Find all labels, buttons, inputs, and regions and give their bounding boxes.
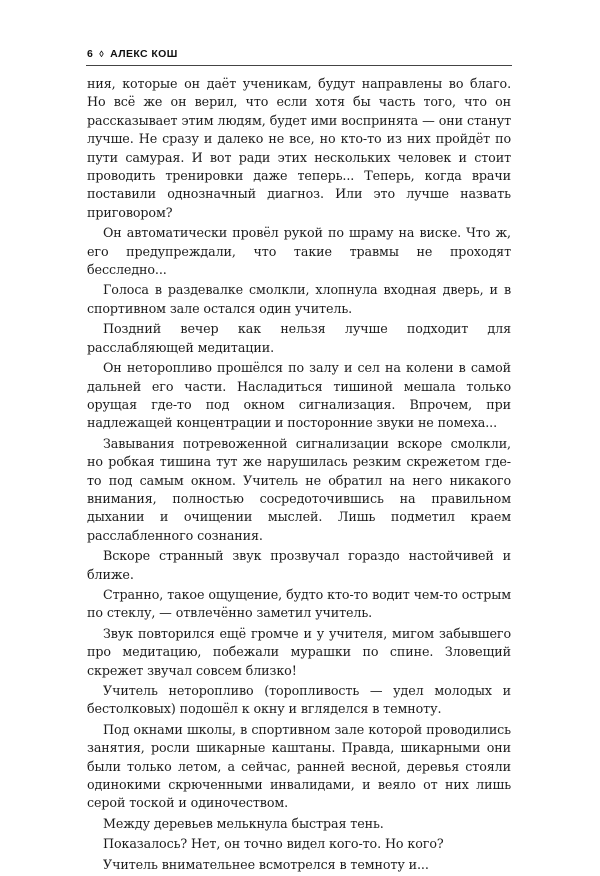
paragraph: Завывания потревоженной сигнализации вскоре смолкли, но робкая тишина тут же нарушилась резким скрежетом где-то под самым окном. Учитель не обратил на него никакого внимания, полностью сосредоточившись на правильном дыхании и очищении мыслей. Лишь подметил краем расслабленного сознания.: [87, 435, 511, 543]
paragraph: Под окнами школы, в спортивном зале которой проводились занятия, росли шикарные каштаны. Правда, шикарными они были только летом, а сейчас, ранней весной, деревья стояли одинокими скрюченными инвалидами, и веяло от них лишь серой тоской и одиночеством.: [87, 721, 511, 811]
paragraph: Он неторопливо прошёлся по залу и сел на колени в самой дальней его части. Насладиться тишиной мешала только орущая где-то под окном сигнализация. Впрочем, при надлежащей концентрации и посторонние звуки не помеха...: [87, 360, 511, 431]
paragraph: Звук повторился ещё громче и у учителя, мигом забывшего про медитацию, побежали мурашки по спине. Зловещий скрежет звучал совсем близко!: [87, 625, 511, 678]
header-separator-icon: ◊: [99, 49, 105, 59]
running-head: [87, 48, 178, 60]
page-number: 6: [87, 48, 94, 60]
paragraph: Учитель неторопливо (торопливость — удел молодых и бестолковых) подошёл к окну и вгляделся в темноту.: [87, 683, 511, 717]
paragraph: Учитель внимательнее всмотрелся в темноту и...: [103, 856, 429, 872]
paragraph: Голоса в раздевалке смолкли, хлопнула входная дверь, и в спортивном зале остался один учитель.: [87, 282, 511, 316]
body-text: [87, 75, 511, 876]
paragraph: ния, которые он даёт ученикам, будут направлены во благо. Но всё же он верил, что если хотя бы часть того, что он рассказывает этим людям, будет ими воспринята — они станут лучше. Не сразу и далеко не все, но кто-то из них пройдёт по пути самурая. И вот ради этих нескольких человек и стоит проводить тренировки даже теперь... Теперь, когда врачи поставили однозначный диагноз. Или это лучше назвать приговором?: [87, 76, 511, 220]
paragraph: Странно, такое ощущение, будто кто-то водит чем-то острым по стеклу, — отвлечённо заметил учитель.: [87, 586, 511, 621]
paragraph: Показалось? Нет, он точно видел кого-то. Но кого?: [103, 836, 444, 852]
paragraph: Поздний вечер как нельзя лучше подходит для расслабляющей медитации.: [87, 321, 511, 355]
author-name: АЛЕКС КОШ: [110, 48, 178, 60]
paragraph: Вскоре странный звук прозвучал гораздо настойчивей и ближе.: [87, 548, 511, 582]
paragraph: Между деревьев мелькнула быстрая тень.: [103, 815, 384, 831]
header-rule: [86, 65, 512, 66]
paragraph: Он автоматически провёл рукой по шраму на виске. Что ж, его предупреждали, что такие травмы не проходят бесследно...: [87, 225, 511, 278]
